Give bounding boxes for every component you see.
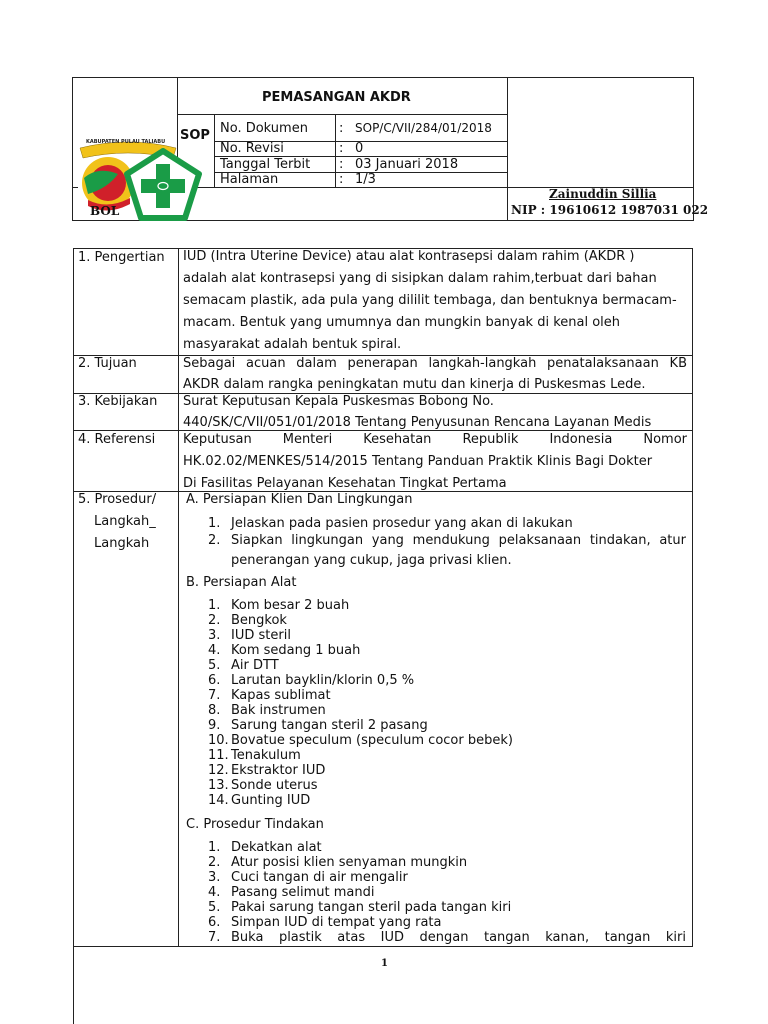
list-item-text: Kom besar 2 buah: [231, 598, 350, 613]
list-item: [208, 718, 513, 733]
list-item-text: Pasang selimut mandi: [231, 885, 375, 900]
list-item-number: 5.: [208, 900, 221, 915]
tujuan-line: AKDR dalam rangka peningkatan mutu dan kinerja di Puskesmas Lede.: [183, 377, 646, 392]
page-value: 1/3: [355, 172, 376, 187]
section-a-title: A. Persiapan Klien Dan Lingkungan: [186, 492, 413, 507]
section-b-list: [208, 598, 513, 808]
list-item-text: Gunting IUD: [231, 793, 311, 808]
list-item-number: 6.: [208, 673, 221, 688]
list-item: [208, 885, 686, 900]
list-item-text: Dekatkan alat: [231, 840, 322, 855]
kebijakan-line: 440/SK/C/VII/051/01/2018 Tentang Penyusunan Rencana Layanan Medis: [183, 415, 652, 430]
list-item: [208, 598, 513, 613]
prosedur-label-line: 5. Prosedur/: [78, 492, 157, 507]
row-label-kebijakan: 3. Kebijakan: [78, 394, 158, 409]
list-item-text: Tenakulum: [231, 748, 301, 763]
sop-title: PEMASANGAN AKDR: [262, 90, 411, 105]
row-label-tujuan: 2. Tujuan: [78, 356, 137, 371]
list-item-number: 13.: [208, 778, 229, 793]
list-item-text: Kapas sublimat: [231, 688, 331, 703]
regency-logo-caption: BOL: [90, 204, 120, 218]
list-item-number: 1.: [208, 598, 221, 613]
list-item-number: 2.: [208, 855, 221, 870]
tujuan-line: Sebagai acuan dalam penerapan langkah-langkah penatalaksanaan KB: [183, 356, 687, 371]
list-item-number: 4.: [208, 885, 221, 900]
list-item-number: 11.: [208, 748, 229, 763]
list-item: [208, 643, 513, 658]
list-item-number: 12.: [208, 763, 229, 778]
list-item-number: 10.: [208, 733, 229, 748]
list-item-number: 14.: [208, 793, 229, 808]
pengertian-line: masyarakat adalah bentuk spiral.: [183, 337, 402, 352]
list-item-text: Ekstraktor IUD: [231, 763, 326, 778]
doc-number-value: SOP/C/VII/284/01/2018: [355, 121, 492, 135]
signer-nip: NIP : 19610612 1987031 022: [511, 203, 709, 217]
prosedur-label-line: Langkah: [94, 536, 150, 551]
section-a-list: [208, 515, 686, 549]
list-item: [208, 930, 686, 945]
referensi-line: HK.02.02/MENKES/514/2015 Tentang Panduan Praktik Klinis Bagi Dokter: [183, 454, 653, 469]
list-item: [208, 532, 686, 549]
list-item-text: Bovatue speculum (speculum cocor bebek): [231, 733, 513, 748]
referensi-text: [183, 429, 687, 495]
list-item-number: 7.: [208, 688, 221, 703]
list-item-number: 3.: [208, 628, 221, 643]
issue-date-label: Tanggal Terbit: [220, 157, 311, 172]
tujuan-text: [183, 353, 687, 395]
list-item: [208, 900, 686, 915]
list-item-text: Sonde uterus: [231, 778, 318, 793]
list-item: [208, 515, 686, 532]
doc-number-sep: :: [339, 121, 344, 136]
puskesmas-logo: [123, 148, 203, 223]
page-sep: :: [339, 172, 344, 187]
list-item-text: Jelaskan pada pasien prosedur yang akan di lakukan: [231, 516, 573, 531]
list-item-text: Buka plastik atas IUD dengan tangan kanan, tangan kiri: [231, 930, 686, 945]
list-item-text: Bengkok: [231, 613, 287, 628]
list-item: [208, 673, 513, 688]
list-item-number: 7.: [208, 930, 221, 945]
list-item-text: Kom sedang 1 buah: [231, 643, 361, 658]
pengertian-text: [183, 246, 687, 356]
list-item-text: Atur posisi klien senyaman mungkin: [231, 855, 468, 870]
pengertian-line: macam. Bentuk yang umumnya dan mungkin banyak di kenal oleh: [183, 315, 621, 330]
list-item: [208, 658, 513, 673]
pengertian-line: semacam plastik, ada pula yang dililit tembaga, dan bentuknya bermacam-: [183, 293, 677, 308]
sop-label: SOP: [180, 128, 210, 143]
row-label-prosedur: [78, 489, 156, 555]
list-item-text: Larutan bayklin/klorin 0,5 %: [231, 673, 415, 688]
list-item: [208, 733, 513, 748]
section-c-list: [208, 840, 686, 945]
list-item-number: 2.: [208, 613, 221, 628]
list-item-text: IUD steril: [231, 628, 291, 643]
list-item-number: 6.: [208, 915, 221, 930]
referensi-line: Di Fasilitas Pelayanan Kesehatan Tingkat Pertama: [183, 476, 507, 491]
list-item: [208, 763, 513, 778]
list-item-text: Pakai sarung tangan steril pada tangan kiri: [231, 900, 512, 915]
revision-label: No. Revisi: [220, 141, 284, 156]
row-label-referensi: 4. Referensi: [78, 432, 156, 447]
list-item: [208, 628, 513, 643]
list-item-number: 1.: [208, 840, 221, 855]
row-label-pengertian: 1. Pengertian: [78, 250, 165, 265]
list-item-number: 8.: [208, 703, 221, 718]
list-item-number: 1.: [208, 516, 221, 531]
list-item-number: 4.: [208, 643, 221, 658]
revision-sep: :: [339, 141, 344, 156]
revision-value: 0: [355, 141, 364, 156]
list-item-text: Cuci tangan di air mengalir: [231, 870, 408, 885]
list-item-text: Simpan IUD di tempat yang rata: [231, 915, 442, 930]
list-item-number: 3.: [208, 870, 221, 885]
doc-number-label: No. Dokumen: [220, 121, 308, 136]
signer-name: Zainuddin Sillia: [549, 187, 657, 201]
issue-date-value: 03 Januari 2018: [355, 157, 459, 172]
page-label: Halaman: [220, 172, 279, 187]
list-item-text: Sarung tangan steril 2 pasang: [231, 718, 428, 733]
list-item-text: Bak instrumen: [231, 703, 326, 718]
pengertian-line: IUD (Intra Uterine Device) atau alat kontrasepsi dalam rahim (AKDR ): [183, 249, 635, 264]
section-b-title: B. Persiapan Alat: [186, 575, 297, 590]
list-item: [208, 855, 686, 870]
pengertian-line: adalah alat kontrasepsi yang di sisipkan dalam rahim,terbuat dari bahan: [183, 271, 657, 286]
list-item: [208, 778, 513, 793]
list-item: [208, 793, 513, 808]
list-item: [208, 915, 686, 930]
list-item-number: 2.: [208, 533, 221, 548]
list-item: [208, 870, 686, 885]
section-a-item2-continuation: penerangan yang cukup, jaga privasi klien.: [231, 553, 512, 568]
list-item-text: Siapkan lingkungan yang mendukung pelaksanaan tindakan, atur: [231, 533, 686, 548]
referensi-line: Keputusan Menteri Kesehatan Republik Indonesia Nomor: [183, 432, 687, 447]
list-item-text: Air DTT: [231, 658, 279, 673]
section-c-title: C. Prosedur Tindakan: [186, 817, 324, 832]
kebijakan-line: Surat Keputusan Kepala Puskesmas Bobong No.: [183, 394, 494, 409]
list-item: [208, 703, 513, 718]
list-item: [208, 840, 686, 855]
list-item: [208, 688, 513, 703]
page-number: 1: [381, 958, 388, 969]
list-item: [208, 613, 513, 628]
list-item: [208, 748, 513, 763]
list-item-number: 5.: [208, 658, 221, 673]
issue-date-sep: :: [339, 157, 344, 172]
regency-logo-text: KABUPATEN PULAU TALIABU: [86, 139, 166, 145]
list-item-number: 9.: [208, 718, 221, 733]
prosedur-label-line: Langkah_: [94, 514, 156, 529]
kebijakan-text: [183, 391, 687, 433]
